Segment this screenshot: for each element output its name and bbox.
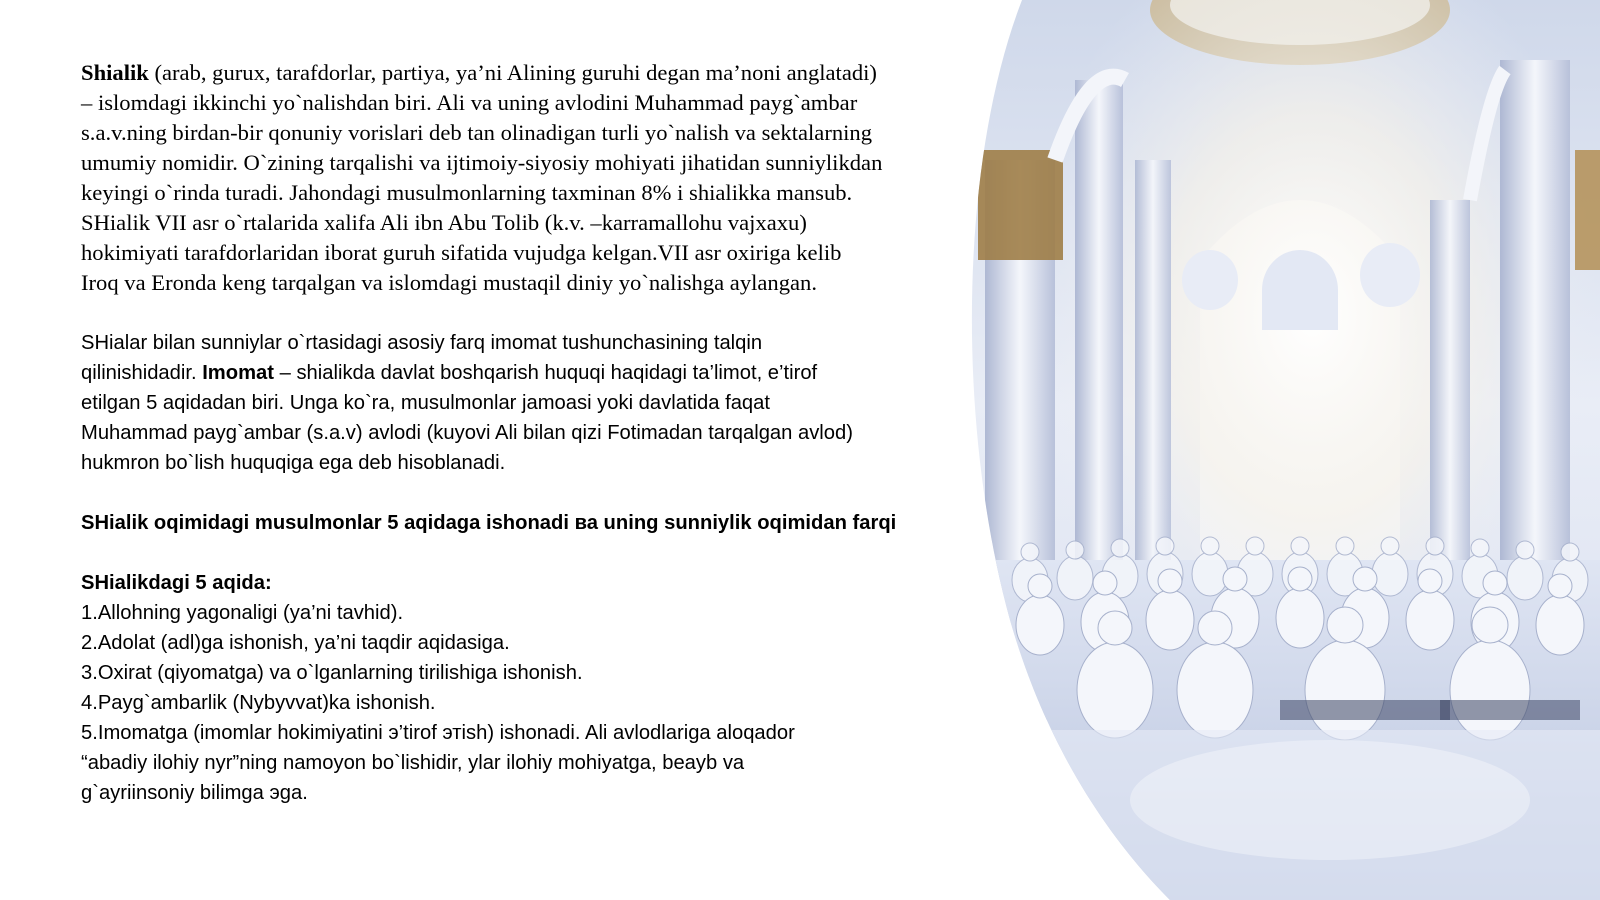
list-item: 2.Adolat (adl)ga ishonish, ya’ni taqdir aqidasiga. xyxy=(81,632,510,654)
section-heading: SHialik oqimidagi musulmonlar 5 aqidaga ishonadi ва uning sunniylik oqimidan farqi xyxy=(81,512,897,534)
list-item: 3.Oxirat (qiyomatga) va o`lganlarning tirilishiga ishonish. xyxy=(81,662,583,684)
list-item: 5.Imomatga (imomlar hokimiyatini э’tirof этish) ishonadi. Ali avlodlariga aloqador xyxy=(81,722,795,744)
paragraph-imomat: SHialar bilan sunniylar o`rtasidagi asosiy farq imomat tushunchasining talqin qilinishidadir. Imomat – shialikda davlat boshqarish huquqi haqidagi ta’limot, e’tirof etilgan 5 aqidadan biri. Unga ko`ra, musulmonlar jamoasi yoki davlatida faqat Muhammad payg`ambar (s.a.v) avlodi (kuyovi Ali bilan qizi Fotimadan tarqalgan avlod) hukmron bo`lish huquqiga ega deb hisoblanadi. xyxy=(81,332,853,474)
list-title: SHialikdagi 5 aqida: xyxy=(81,572,272,594)
aqida-list xyxy=(81,568,981,808)
list-item: “abadiy ilohiy nyr”ning namoyon bo`lishidir, ylar ilohiy mohiyatga, beayb va xyxy=(81,752,745,774)
text-content xyxy=(81,58,981,808)
list-item: g`ayriinsoniy bilimga эga. xyxy=(81,782,308,804)
list-item: 4.Payg`ambarlik (Nybyvvat)ka ishonish. xyxy=(81,692,436,714)
term-imomat: Imomat xyxy=(202,362,274,384)
list-item: 1.Allohning yagonaligi (ya’ni tavhid). xyxy=(81,602,404,624)
paragraph-shialik: Shialik (arab, gurux, tarafdorlar, partiya, ya’ni Alining guruhi degan ma’noni anglatadi) – islomdagi ikkinchi yo`nalishdan biri. Ali va uning avlodini Muhammad payg`ambar s.a.v.ning birdan-bir qonuniy vorislari deb tan olinadigan turli yo`nalish va sektalarning umumiy nomidir. O`zining tarqalishi va ijtimoiy-siyosiy mohiyati jihatidan sunniylikdan keyingi o`rinda turadi. Jahondagi musulmonlarning taxminan 8% i shialikka mansub. SHialik VII asr o`rtalarida xalifa Ali ibn Abu Tolib (k.v. –karramallohu vajxaxu) hokimiyati tarafdorlaridan iborat guruh sifatida vujudga kelgan.VII asr oxiriga kelib Iroq va Eronda keng tarqalgan va islomdagi mustaqil diniy yo`nalishga aylangan. xyxy=(81,60,883,295)
term-shialik: Shialik xyxy=(81,60,149,85)
